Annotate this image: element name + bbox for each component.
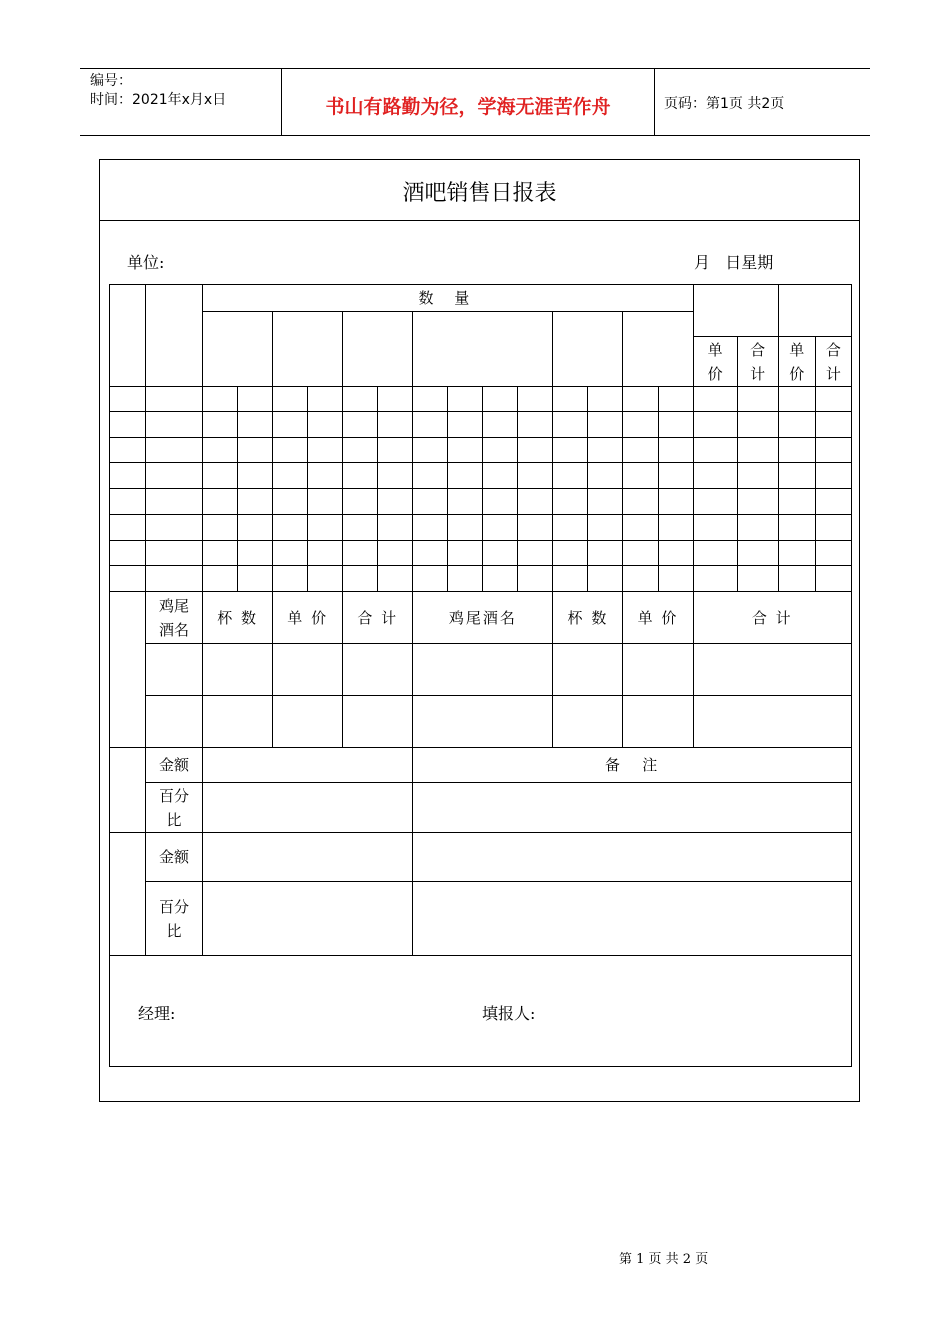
- table-row: [110, 387, 852, 412]
- table-row: [110, 696, 852, 748]
- table-row: [110, 541, 852, 566]
- sales-table: [109, 284, 852, 1067]
- time-label: 时间：2021年x月x日: [90, 92, 227, 108]
- percent-value-1: [203, 783, 413, 833]
- table-row: [110, 489, 852, 515]
- total-header-a: 合计: [737, 337, 778, 387]
- title-rule: [99, 220, 860, 221]
- qty-group-6: [623, 312, 693, 387]
- amount-value-2: [203, 833, 413, 882]
- amount-value-1: [203, 748, 413, 783]
- summary-side-1: [110, 748, 146, 833]
- footer-page-number: 第 1 页 共 2 页: [619, 1252, 709, 1267]
- corner-cell-1: [110, 285, 146, 387]
- date-label: 月 日星期: [694, 253, 774, 272]
- filler-label: 填报人:: [482, 1004, 536, 1023]
- percent-value-2: [203, 882, 413, 956]
- unit-price-header-a: 单价: [693, 337, 737, 387]
- serial-number-label: 编号：: [90, 73, 132, 89]
- corner-cell-2: [146, 285, 203, 387]
- price-group-b: [778, 285, 851, 337]
- table-row: [110, 412, 852, 438]
- unit-price-header-b: 单价: [778, 337, 815, 387]
- table-row: [110, 566, 852, 592]
- qty-group-5: [553, 312, 623, 387]
- cocktail-section-side: [110, 592, 146, 748]
- page-info: 页码：第1页 共2页: [664, 96, 785, 112]
- total-header-2: 合 计: [693, 592, 851, 644]
- unit-price-header-2: 单 价: [623, 592, 693, 644]
- remarks-cell-3: [413, 882, 852, 956]
- amount-label-2: 金额: [146, 833, 203, 882]
- qty-group-3: [343, 312, 413, 387]
- header-divider-right: [654, 68, 655, 136]
- cups-header: 杯 数: [203, 592, 273, 644]
- quantity-header: 数 量: [203, 285, 694, 312]
- table-row: [110, 515, 852, 541]
- table-row: [110, 463, 852, 489]
- percent-label-2: 百分比: [146, 882, 203, 956]
- remarks-cell-2: [413, 833, 852, 882]
- remarks-header: 备 注: [413, 748, 852, 783]
- unit-price-header: 单 价: [273, 592, 343, 644]
- total-header: 合 计: [343, 592, 413, 644]
- price-group-a: [693, 285, 778, 337]
- cups-header-2: 杯 数: [553, 592, 623, 644]
- qty-group-4: [413, 312, 553, 387]
- signature-row: [110, 956, 852, 1067]
- header-bottom-rule: [80, 135, 870, 136]
- table-row: [110, 438, 852, 463]
- form-title: 酒吧销售日报表: [402, 181, 557, 206]
- unit-label: 单位:: [127, 253, 165, 272]
- table-row: [110, 644, 852, 696]
- motto-text: 书山有路勤为径，学海无涯苦作舟: [325, 96, 611, 118]
- cocktail-name-header: 鸡尾酒名: [146, 592, 203, 644]
- header-top-rule: [80, 68, 870, 69]
- summary-side-2: [110, 833, 146, 956]
- qty-group-2: [273, 312, 343, 387]
- remarks-cell-1: [413, 783, 852, 833]
- qty-group-1: [203, 312, 273, 387]
- amount-label-1: 金额: [146, 748, 203, 783]
- cocktail-name-header-2: 鸡尾酒名: [413, 592, 553, 644]
- total-header-b: 合计: [815, 337, 851, 387]
- percent-label-1: 百分比: [146, 783, 203, 833]
- manager-label: 经理:: [138, 1004, 176, 1023]
